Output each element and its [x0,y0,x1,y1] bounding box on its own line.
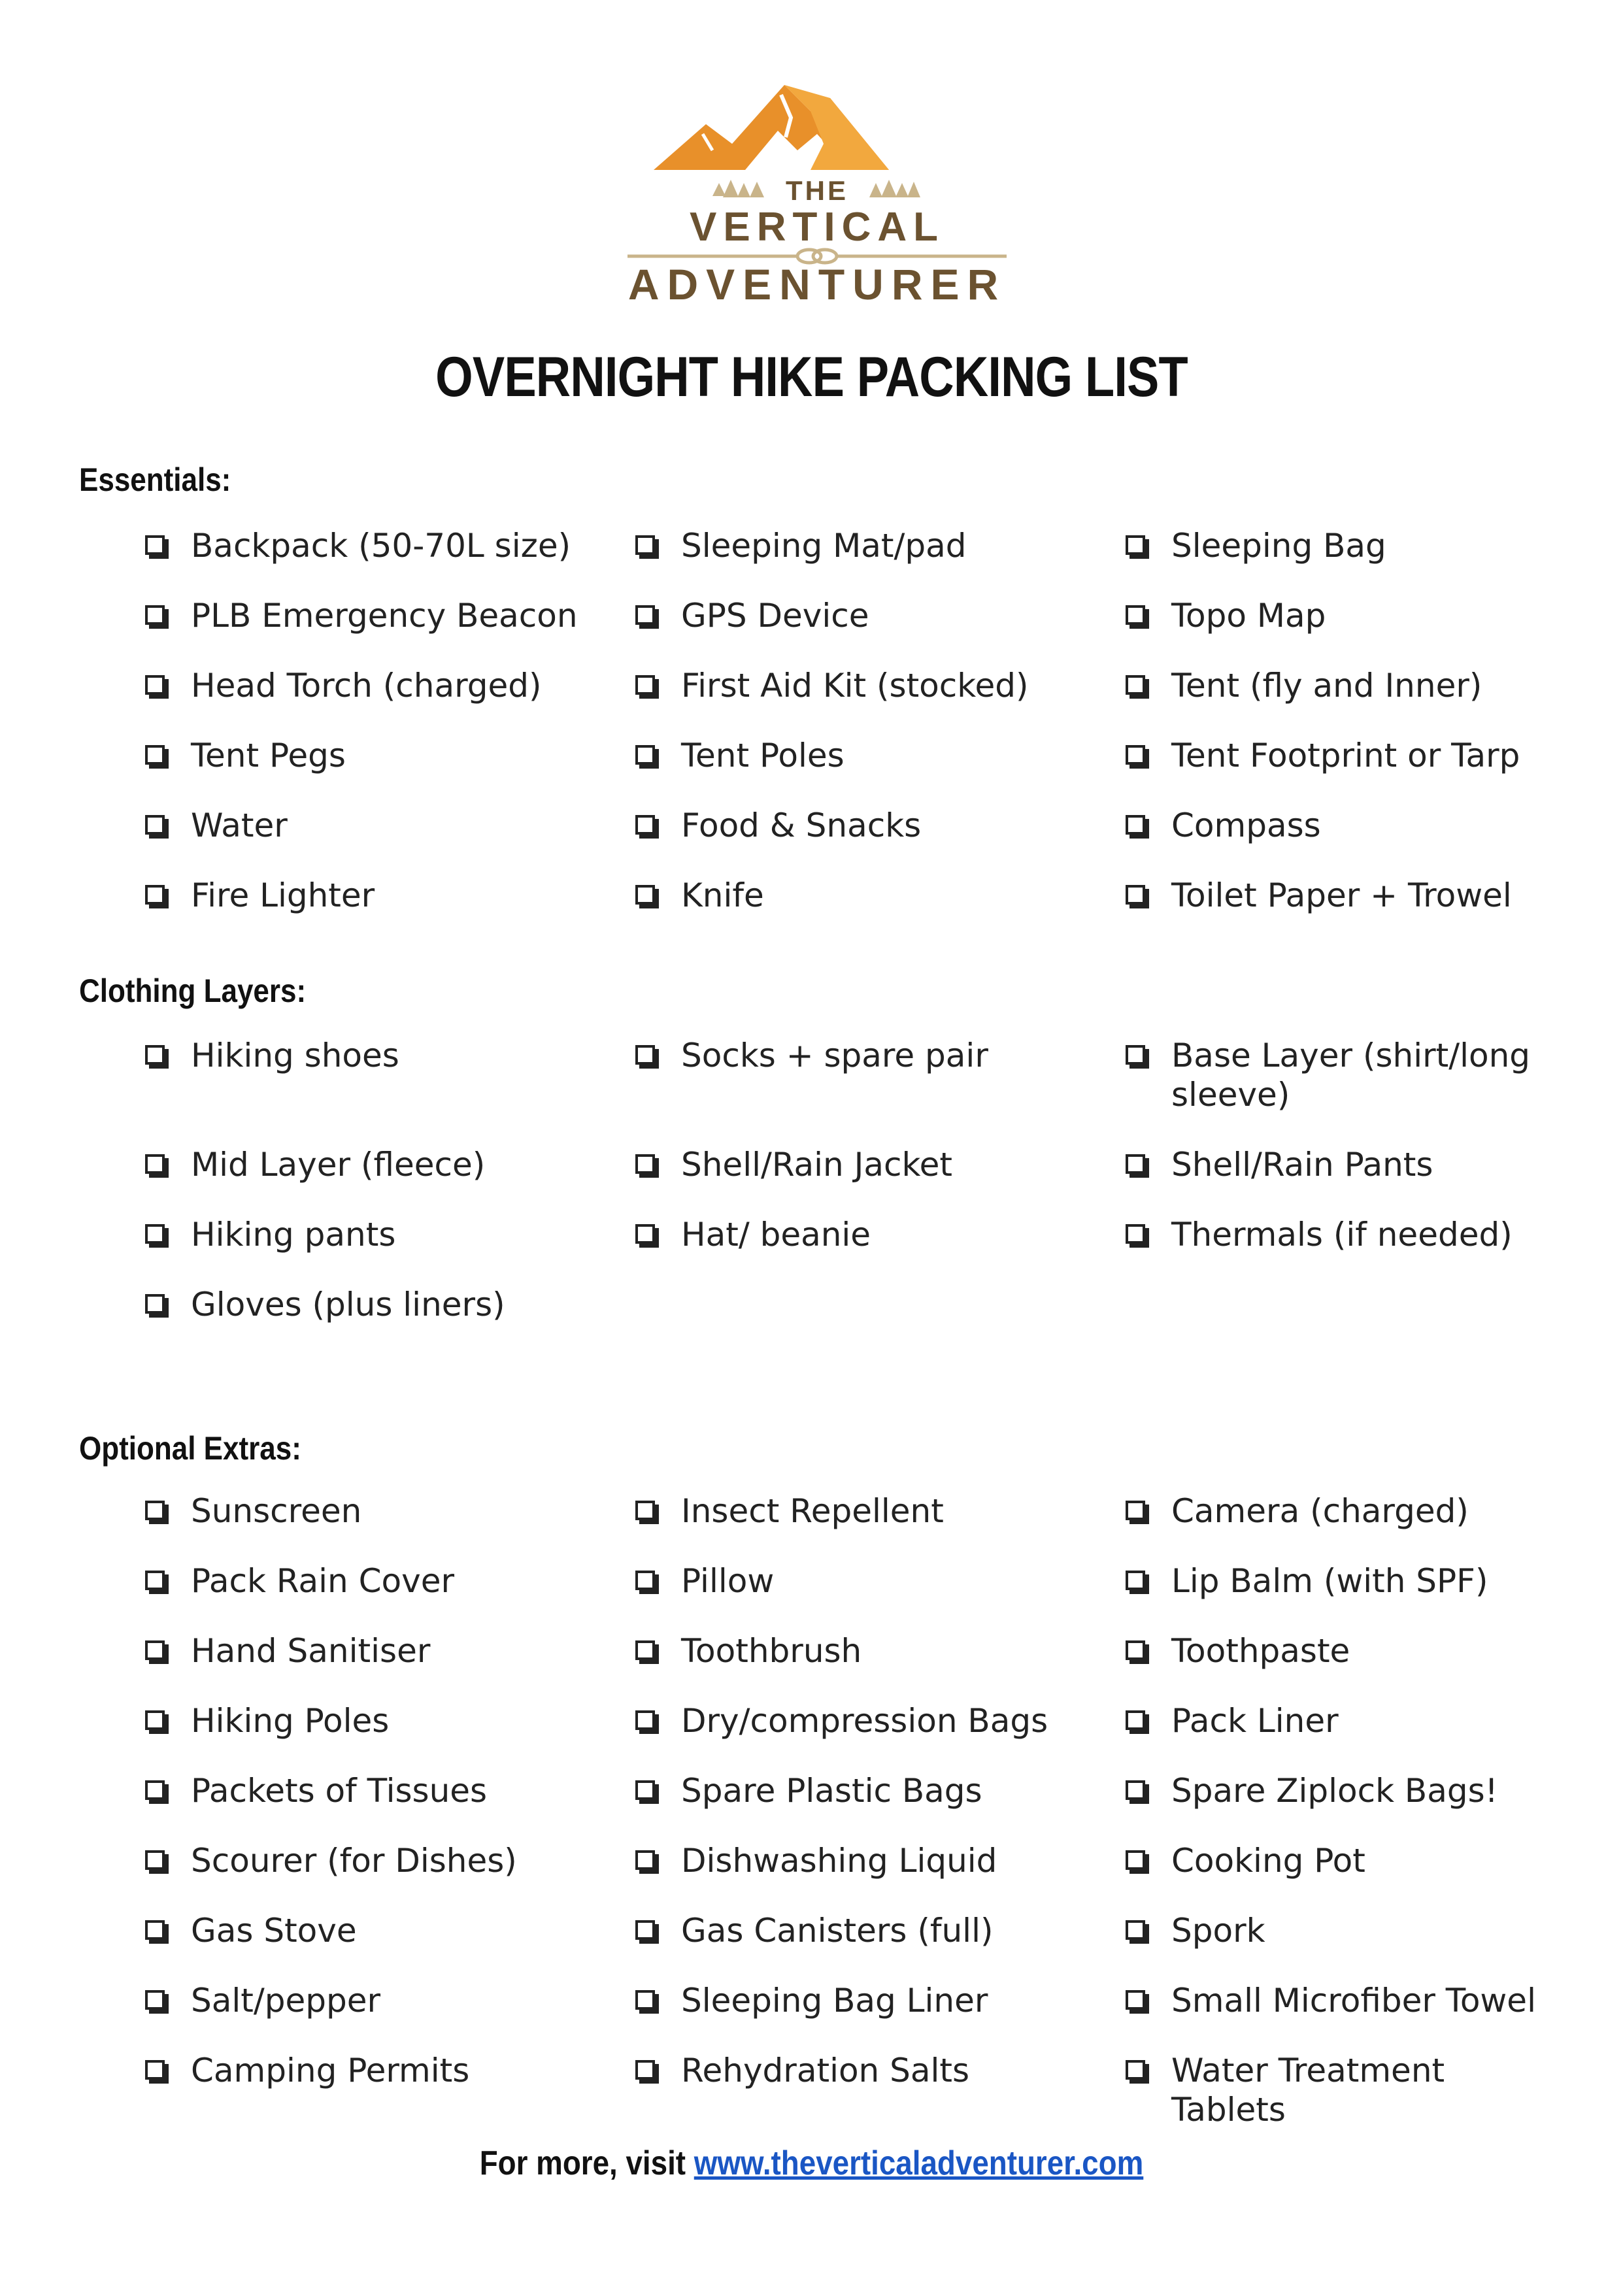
checklist-item[interactable] [1126,1841,1583,1911]
checklist-item[interactable] [635,1771,1126,1841]
checkbox-icon[interactable] [145,1215,191,1254]
checkbox-icon[interactable] [145,1981,191,2020]
checkbox-square-icon [145,2060,165,2080]
checklist-item-label: Compass [1171,807,1321,844]
checklist-item[interactable] [145,1561,635,1631]
checkbox-square-icon [1126,745,1145,765]
checklist-item-label: Toilet Paper + Trowel [1171,876,1512,914]
checklist-item-label: Tent Poles [681,737,845,774]
checklist-item-label: Hand Sanitiser [191,1632,431,1670]
checkbox-square-icon [1126,1224,1145,1244]
checkbox-icon[interactable] [1126,1701,1171,1740]
checklist-item-label: Sleeping Bag [1171,527,1386,565]
checkbox-square-icon [145,1780,165,1800]
checklist-item[interactable] [1126,1036,1583,1145]
checkbox-icon[interactable] [635,526,681,565]
checkbox-icon[interactable] [1126,1841,1171,1880]
mountain-logo-icon [614,72,1020,307]
checklist-item-label: Camping Permits [191,2052,470,2089]
checkbox-icon[interactable] [635,1911,681,1950]
checklist-item[interactable] [1126,1491,1583,1561]
checklist-item-label: Insect Repellent [681,1492,944,1530]
checkbox-square-icon [145,1710,165,1730]
checklist-grid [145,526,1583,946]
checklist-item-label: Hiking shoes [191,1037,399,1074]
checklist-item[interactable] [145,526,635,596]
checkbox-square-icon [1126,885,1145,905]
checklist-item-label: Tent (fly and Inner) [1171,667,1482,705]
checkbox-icon[interactable] [635,1841,681,1880]
checklist-item-label: Lip Balm (with SPF) [1171,1562,1488,1600]
checkbox-square-icon [635,1640,655,1660]
checklist-item-label: Pack Liner [1171,1702,1339,1740]
checkbox-square-icon [145,1571,165,1590]
checklist-item[interactable] [1126,2051,1583,2129]
checkbox-square-icon [145,1294,165,1314]
checkbox-square-icon [1126,1154,1145,1174]
checklist-item-label: Rehydration Salts [681,2052,970,2089]
checkbox-icon[interactable] [145,1036,191,1075]
footer [97,2144,1526,2183]
svg-text:ADVENTURER: ADVENTURER [627,260,1007,307]
checklist-item-label: Toothpaste [1171,1632,1350,1670]
checklist-item[interactable] [1126,1631,1583,1701]
checkbox-square-icon [1126,1640,1145,1660]
checklist-item[interactable] [635,666,1126,736]
checkbox-square-icon [145,1045,165,1065]
checklist-item-label: Gas Stove [191,1912,357,1950]
checklist-item-label: Thermals (if needed) [1171,1216,1513,1254]
checkbox-square-icon [145,1501,165,1520]
checkbox-square-icon [635,815,655,835]
section-heading: Optional Extras: [79,1430,301,1467]
checkbox-square-icon [1126,675,1145,695]
checklist-item-label: Spork [1171,1912,1265,1950]
checkbox-square-icon [635,1780,655,1800]
checklist-item[interactable] [635,1491,1126,1561]
checklist-item[interactable] [635,1911,1126,1981]
checkbox-icon[interactable] [145,2051,191,2090]
checklist-item[interactable] [1126,1145,1583,1215]
checklist-item-label: Water Treatment Tablets [1171,2052,1445,2129]
checklist-item[interactable] [635,1981,1126,2051]
checkbox-square-icon [635,2060,655,2080]
checklist-item[interactable] [145,1036,635,1145]
checklist-item-label: Small Microfiber Towel [1171,1982,1536,2020]
checkbox-icon[interactable] [1126,1561,1171,1601]
checkbox-square-icon [635,605,655,625]
checkbox-icon[interactable] [635,666,681,705]
checklist-item[interactable] [635,526,1126,596]
checkbox-square-icon [1126,1045,1145,1065]
checkbox-icon[interactable] [635,1215,681,1254]
checkbox-icon[interactable] [1126,2051,1171,2090]
checkbox-icon[interactable] [1126,1491,1171,1531]
checkbox-icon[interactable] [1126,1215,1171,1254]
checklist-item-label: Food & Snacks [681,807,922,844]
checkbox-square-icon [635,745,655,765]
checklist-item-label: First Aid Kit (stocked) [681,667,1029,705]
checkbox-icon[interactable] [145,526,191,565]
checkbox-icon[interactable] [1126,876,1171,915]
checkbox-square-icon [635,675,655,695]
checkbox-icon[interactable] [635,1981,681,2020]
checkbox-square-icon [635,1710,655,1730]
checkbox-icon[interactable] [1126,596,1171,635]
checkbox-icon[interactable] [145,666,191,705]
footer-prefix: For more, visit [479,2144,694,2182]
checklist-item[interactable] [635,1036,1126,1145]
checklist-item-label: Pack Rain Cover [191,1562,455,1600]
checkbox-icon[interactable] [635,1491,681,1531]
checklist-item-label: Shell/Rain Pants [1171,1146,1433,1184]
checkbox-icon[interactable] [145,596,191,635]
checklist-item[interactable] [635,1841,1126,1911]
checklist-item[interactable] [145,1631,635,1701]
svg-text:VERTICAL: VERTICAL [690,205,945,250]
checkbox-square-icon [145,745,165,765]
checklist-item-label: Fire Lighter [191,876,375,914]
checklist-item[interactable] [635,806,1126,876]
checkbox-square-icon [635,1920,655,1940]
checklist-item[interactable] [145,1981,635,2051]
checklist-item[interactable] [1126,876,1583,946]
checklist-item[interactable] [635,2051,1126,2121]
checkbox-icon[interactable] [145,1771,191,1810]
checkbox-square-icon [145,605,165,625]
checkbox-icon[interactable] [1126,806,1171,845]
checklist-item[interactable] [145,1841,635,1911]
checkbox-icon[interactable] [145,1701,191,1740]
checklist-item[interactable] [1126,1215,1583,1285]
checklist-item-label: Sleeping Bag Liner [681,1982,988,2020]
checkbox-square-icon [635,1990,655,2010]
checklist-item-label: Topo Map [1171,597,1326,635]
checklist-item[interactable] [145,1215,635,1285]
checkbox-icon[interactable] [1126,1631,1171,1671]
checklist-item-label: Hiking pants [191,1216,396,1254]
checkbox-square-icon [145,535,165,555]
checkbox-square-icon [1126,1780,1145,1800]
checklist-item[interactable] [145,806,635,876]
checklist-item-label: PLB Emergency Beacon [191,597,578,635]
checkbox-square-icon [1126,1710,1145,1730]
checklist-item-label: Shell/Rain Jacket [681,1146,952,1184]
checklist-item[interactable] [1126,526,1583,596]
section-heading: Clothing Layers: [79,973,307,1009]
checklist-item[interactable] [1126,1561,1583,1631]
checkbox-square-icon [1126,815,1145,835]
checklist-item[interactable] [1126,806,1583,876]
checkbox-square-icon [635,1154,655,1174]
checkbox-square-icon [145,1920,165,1940]
checkbox-icon[interactable] [635,2051,681,2090]
checklist-item-label: Packets of Tissues [191,1772,488,1810]
checklist-item-label: GPS Device [681,597,869,635]
checkbox-icon[interactable] [635,1561,681,1601]
checkbox-square-icon [145,1850,165,1870]
checklist-item-label: Gloves (plus liners) [191,1286,505,1323]
checklist-item[interactable] [635,1215,1126,1285]
checklist-item-label: Spare Plastic Bags [681,1772,982,1810]
checkbox-icon[interactable] [635,1145,681,1184]
checkbox-square-icon [1126,1990,1145,2010]
checklist-item[interactable] [145,736,635,806]
checkbox-icon[interactable] [145,806,191,845]
checkbox-square-icon [145,815,165,835]
checklist-item-label: Cooking Pot [1171,1842,1365,1880]
checkbox-icon[interactable] [635,1701,681,1740]
brand-logo [614,72,1020,307]
checklist-item-label: Camera (charged) [1171,1492,1469,1530]
website-link[interactable]: www.theverticaladventurer.com [694,2144,1144,2182]
checklist-item-label: Dry/compression Bags [681,1702,1048,1740]
checklist-item[interactable] [145,1911,635,1981]
checklist-item[interactable] [1126,736,1583,806]
checklist-item-label: Hat/ beanie [681,1216,871,1254]
checkbox-icon[interactable] [635,1771,681,1810]
checklist-item[interactable] [145,1701,635,1771]
checkbox-icon[interactable] [145,1145,191,1184]
checkbox-icon[interactable] [635,806,681,845]
checklist-grid [145,1036,1583,1355]
checklist-item[interactable] [145,596,635,666]
checkbox-square-icon [1126,1850,1145,1870]
checkbox-icon[interactable] [1126,736,1171,775]
checklist-item-label: Salt/pepper [191,1982,381,2020]
checkbox-square-icon [145,885,165,905]
checklist-item-label: Gas Canisters (full) [681,1912,994,1950]
checklist-item[interactable] [1126,1911,1583,1981]
checklist-item[interactable] [145,876,635,946]
checkbox-square-icon [1126,2060,1145,2080]
checkbox-icon[interactable] [1126,1771,1171,1810]
checkbox-icon[interactable] [1126,526,1171,565]
checkbox-icon[interactable] [145,736,191,775]
checklist-item[interactable] [145,1145,635,1215]
checkbox-square-icon [1126,1920,1145,1940]
checkbox-square-icon [1126,535,1145,555]
checklist-item[interactable] [145,666,635,736]
checklist-item[interactable] [635,876,1126,946]
checkbox-square-icon [635,1045,655,1065]
checkbox-icon[interactable] [145,1491,191,1531]
checkbox-icon[interactable] [145,1285,191,1324]
checkbox-square-icon [635,1850,655,1870]
checkbox-icon[interactable] [1126,666,1171,705]
checklist-item[interactable] [1126,666,1583,736]
checkbox-icon[interactable] [145,876,191,915]
checklist-item[interactable] [635,1631,1126,1701]
checklist-item-label: Socks + spare pair [681,1037,988,1074]
section-heading: Essentials: [79,461,231,498]
checklist-item[interactable] [635,596,1126,666]
checklist-item-label: Hiking Poles [191,1702,390,1740]
checkbox-square-icon [635,1571,655,1590]
checklist-item-label: Tent Pegs [191,737,346,774]
checklist-item[interactable] [1126,1981,1583,2051]
checklist-item[interactable] [145,1491,635,1561]
checkbox-icon[interactable] [1126,1981,1171,2020]
checklist-item[interactable] [635,1701,1126,1771]
checkbox-icon[interactable] [145,1631,191,1671]
checkbox-icon[interactable] [635,736,681,775]
checklist-item-label: Sleeping Mat/pad [681,527,967,565]
checkbox-icon[interactable] [1126,1911,1171,1950]
checkbox-icon[interactable] [145,1561,191,1601]
checkbox-icon[interactable] [635,1036,681,1075]
checklist-item-label: Knife [681,876,764,914]
checklist-item-label: Tent Footprint or Tarp [1171,737,1520,774]
checklist-grid [145,1491,1583,2129]
checklist-item-label: Water [191,807,288,844]
checklist-item-label: Dishwashing Liquid [681,1842,997,1880]
checklist-item[interactable] [145,2051,635,2121]
checklist-item-label: Base Layer (shirt/long sleeve) [1171,1037,1530,1114]
checklist-item-label: Scourer (for Dishes) [191,1842,517,1880]
page-title: OVERNIGHT HIKE PACKING LIST [435,346,1188,408]
checkbox-square-icon [635,1224,655,1244]
checklist-item-label: Backpack (50-70L size) [191,527,571,565]
checkbox-icon[interactable] [145,1841,191,1880]
checkbox-square-icon [1126,1571,1145,1590]
checkbox-square-icon [635,885,655,905]
checkbox-icon[interactable] [145,1911,191,1950]
checkbox-icon[interactable] [1126,1145,1171,1184]
checklist-item-label: Spare Ziplock Bags! [1171,1772,1498,1810]
svg-text:THE: THE [786,175,848,206]
checkbox-square-icon [145,675,165,695]
checkbox-icon[interactable] [1126,1036,1171,1075]
checklist-item[interactable] [1126,1771,1583,1841]
checklist-item-label: Head Torch (charged) [191,667,542,705]
checkbox-square-icon [145,1224,165,1244]
checkbox-square-icon [635,1501,655,1520]
checklist-item-label: Toothbrush [681,1632,862,1670]
checkbox-icon[interactable] [635,596,681,635]
checkbox-square-icon [635,535,655,555]
checklist-item[interactable] [1126,1701,1583,1771]
checklist-item[interactable] [145,1771,635,1841]
checkbox-square-icon [145,1640,165,1660]
checklist-item-label: Mid Layer (fleece) [191,1146,486,1184]
checklist-item[interactable] [635,1145,1126,1215]
checkbox-icon[interactable] [635,876,681,915]
checklist-item[interactable] [635,736,1126,806]
checkbox-square-icon [1126,605,1145,625]
checkbox-icon[interactable] [635,1631,681,1671]
checkbox-square-icon [1126,1501,1145,1520]
checklist-item-label: Sunscreen [191,1492,362,1530]
checklist-item[interactable] [635,1561,1126,1631]
checklist-item[interactable] [145,1285,635,1355]
checkbox-square-icon [145,1990,165,2010]
checklist-item-label: Pillow [681,1562,775,1600]
checkbox-square-icon [145,1154,165,1174]
checklist-item[interactable] [1126,596,1583,666]
